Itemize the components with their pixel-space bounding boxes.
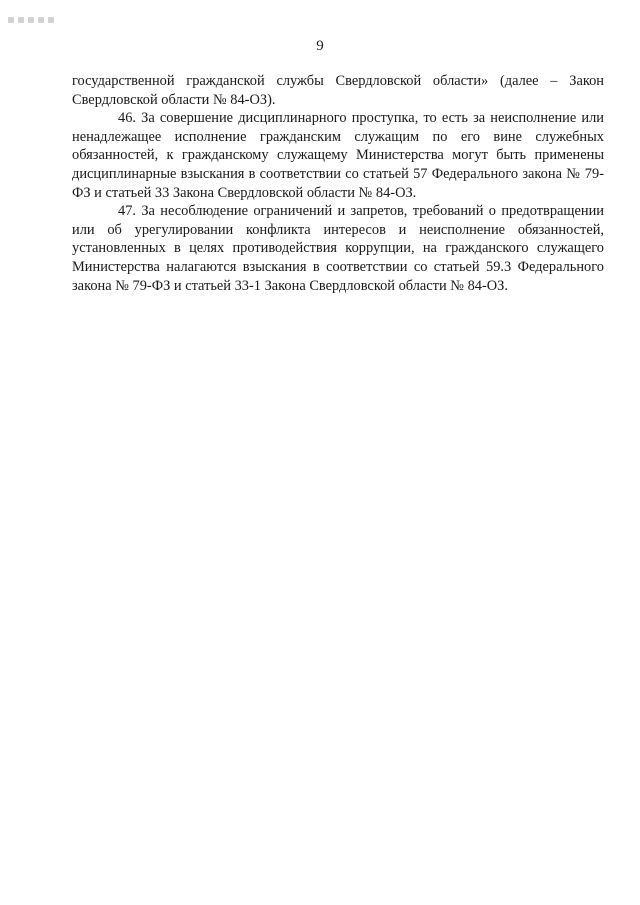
paragraph-46: 46. За совершение дисциплинарного проступка, то есть за неисполнение или ненадлежащее исполнение гражданским служащим по его вине служебных обязанностей, к гражданскому служащему Министерства могут быть применены дисциплинарные взыскания в соответствии со статьей 57 Федерального закона № 79-ФЗ и статьей 33 Закона Свердловской области № 84-ОЗ.: [72, 110, 604, 201]
paragraph-continuation: государственной гражданской службы Свердловской области» (далее – Закон Свердловской области № 84-ОЗ).: [72, 73, 604, 108]
document-body: [72, 72, 604, 295]
page-number: 9: [316, 38, 324, 54]
scan-artifact: [8, 10, 66, 20]
paragraph-47: 47. За несоблюдение ограничений и запретов, требований о предотвращении или об урегулировании конфликта интересов и неисполнение обязанностей, установленных в целях противодействия коррупции, на гражданского служащего Министерства налагаются взыскания в соответствии со статьей 59.3 Федерального закона № 79-ФЗ и статьей 33-1 Закона Свердловской области № 84-ОЗ.: [72, 203, 604, 294]
